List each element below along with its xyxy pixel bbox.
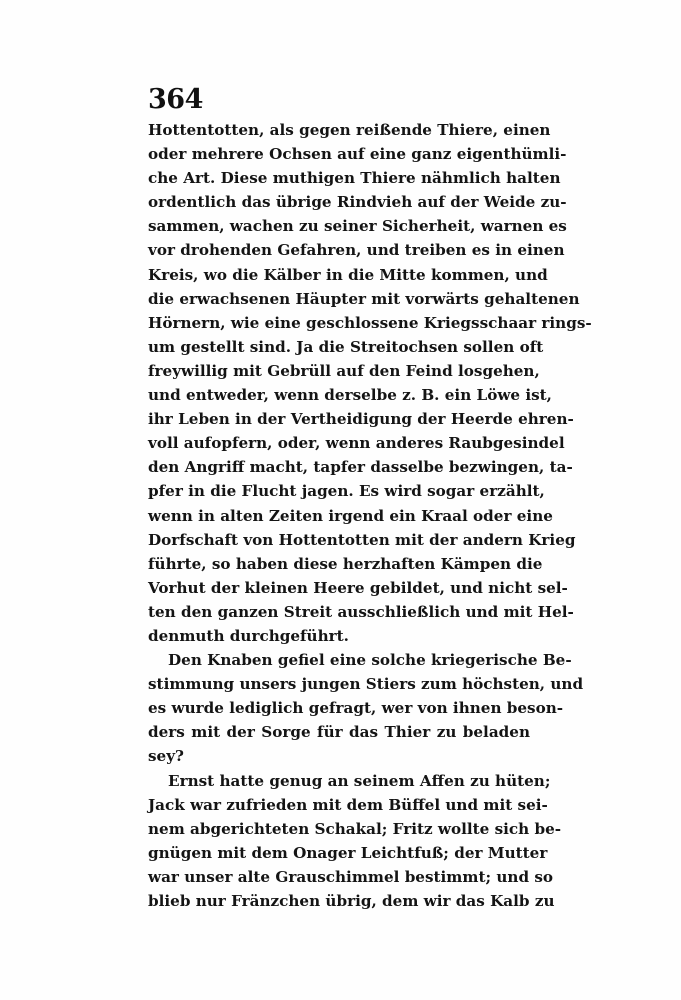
text-line: Vorhut der kleinen Heere gebildet, und nicht sel-: [148, 578, 568, 597]
text-line: vor drohenden Gefahren, und treiben es in einen: [148, 241, 565, 260]
text-line: che Art. Diese muthigen Thiere nähmlich halten: [148, 169, 561, 188]
text-line: blieb nur Fränzchen übrig, dem wir das Kalb zu: [148, 892, 555, 910]
text-line: um gestellt sind. Ja die Streitochsen sollen oft: [148, 337, 544, 356]
text-line: ders mit der Sorge für das Thier zu beladen: [148, 723, 530, 742]
text-line: den Angriff macht, tapfer dasselbe bezwingen, ta-: [148, 458, 573, 477]
text-line: Hörnern, wie eine geschlossene Kriegsschaar rings-: [148, 313, 592, 332]
text-line: freywillig mit Gebrüll auf den Feind losgehen,: [148, 361, 540, 380]
text-line: Kreis, wo die Kälber in die Mitte kommen, und: [148, 265, 548, 284]
text-line: die erwachsenen Häupter mit vorwärts gehaltenen: [148, 289, 580, 308]
text-line: führte, so haben diese herzhaften Kämpen die: [148, 554, 543, 573]
text-line: denmuth durchgeführt.: [148, 626, 349, 645]
text-line: oder mehrere Ochsen auf eine ganz eigenthümli-: [148, 145, 567, 164]
page-number: 364: [148, 84, 203, 115]
text-line: ordentlich das übrige Rindvieh auf der Weide zu-: [148, 193, 567, 212]
text-line: war unser alte Grauschimmel bestimmt; und so: [148, 867, 554, 886]
text-line: nem abgerichteten Schakal; Fritz wollte sich be-: [148, 819, 562, 838]
body-text: [148, 118, 592, 913]
text-line: Hottentotten, als gegen reißende Thiere, einen: [148, 121, 551, 139]
text-line: wenn in alten Zeiten irgend ein Kraal oder eine: [148, 506, 553, 525]
text-line: es wurde lediglich gefragt, wer von ihnen beson-: [148, 699, 564, 718]
text-line: Den Knaben gefiel eine solche kriegerische Be-: [168, 651, 572, 670]
text-line: voll aufopfern, oder, wenn anderes Raubgesindel: [148, 434, 565, 453]
text-line: und entweder, wenn derselbe z. B. ein Löwe ist,: [148, 386, 552, 405]
text-line: ten den ganzen Streit ausschließlich und mit Hel-: [148, 602, 574, 621]
text-line: Ernst hatte genug an seinem Affen zu hüten;: [168, 771, 551, 790]
text-line: sey?: [148, 747, 184, 766]
text-line: sammen, wachen zu seiner Sicherheit, warnen es: [148, 217, 567, 236]
text-line: gnügen mit dem Onager Leichtfuß; der Mutter: [148, 843, 548, 862]
text-line: ihr Leben in der Vertheidigung der Heerde ehren-: [148, 410, 574, 429]
text-line: stimmung unsers jungen Stiers zum höchsten, und: [148, 675, 584, 694]
text-line: Jack war zufrieden mit dem Büffel und mit sei-: [148, 795, 548, 814]
text-line: pfer in die Flucht jagen. Es wird sogar erzählt,: [148, 482, 545, 501]
text-line: Dorfschaft von Hottentotten mit der andern Krieg: [148, 530, 576, 549]
